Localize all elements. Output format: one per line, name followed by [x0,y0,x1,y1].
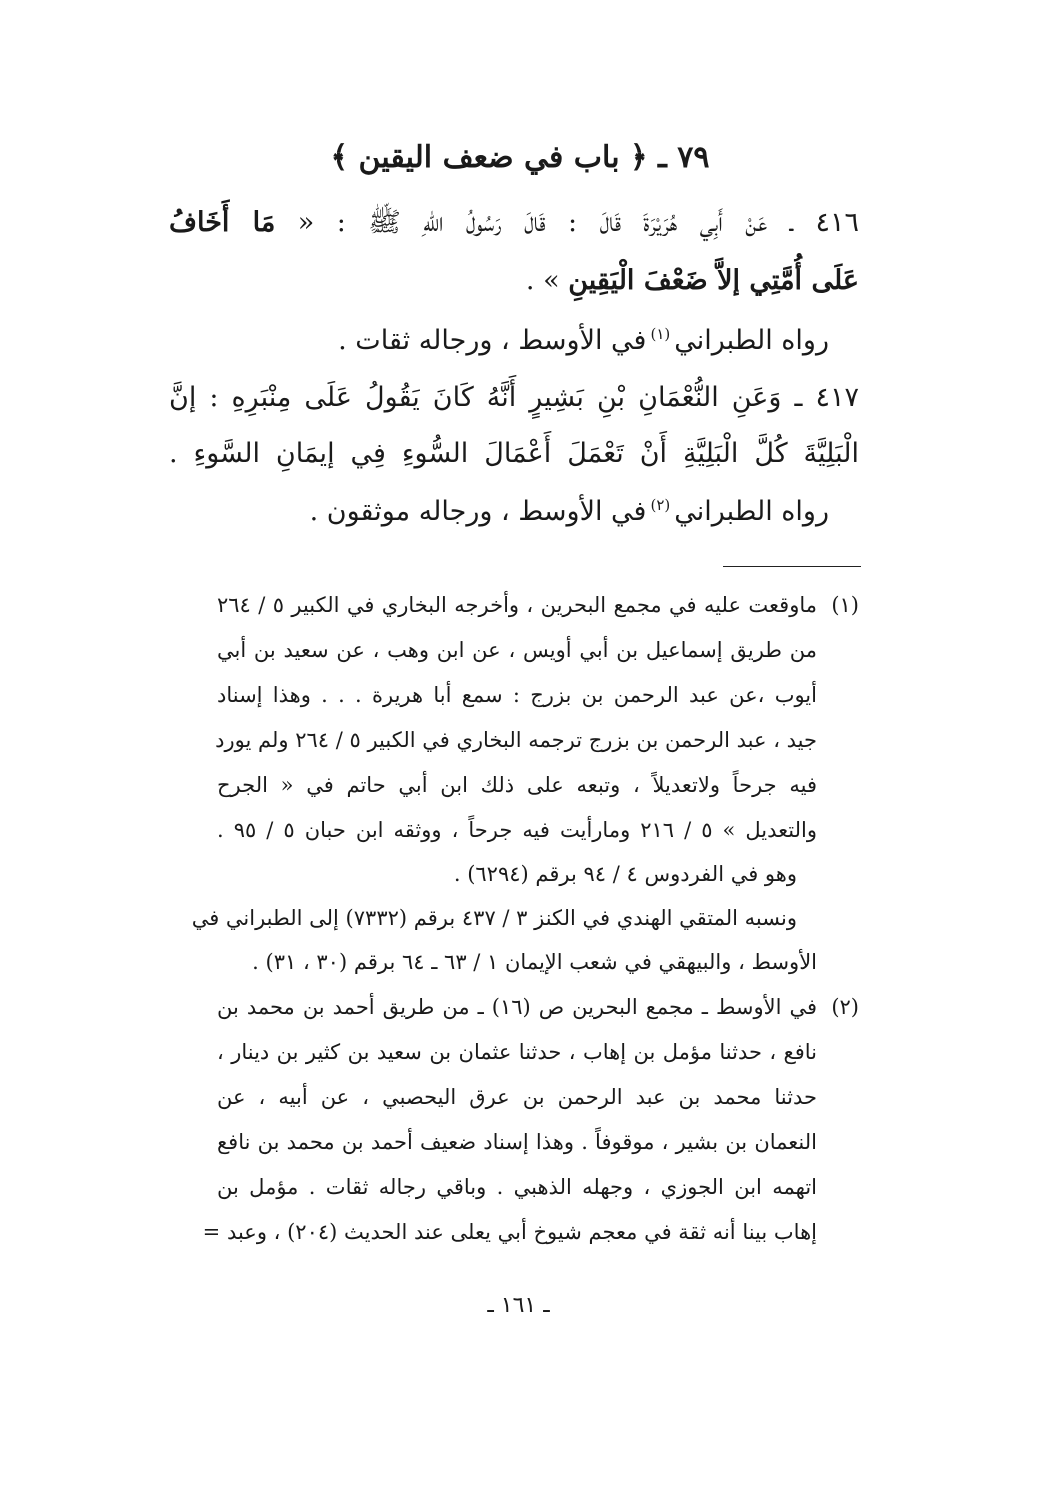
narration-1-before: رواه الطبراني [674,325,829,356]
footnote-1-line: أيوب ،عن عبد الرحمن بن بزرج : سمع أبا هريرة . . . وهذا إسناد [217,683,817,707]
hadith-416-line-2 [169,265,859,296]
footnote-ref-2[interactable]: (٢) [650,496,671,514]
footnote-1-line: الأوسط ، والبيهقي في شعب الإيمان ١ / ٦٣ ـ ٦٤ برقم (٣٠ ، ٣١) . [252,950,817,974]
footnote-2-line: اتهمه ابن الجوزي ، وجهله الذهبي . وباقي رجاله ثقات . مؤمل بن [217,1175,817,1199]
narration-1 [139,325,829,356]
hadith-417-line-1: ٤١٧ ـ وَعَنِ النُّعْمَانِ بْنِ بَشِيرٍ أَنَّهُ كَانَ يَقُولُ عَلَى مِنْبَرِهِ : إنَّ [169,382,859,413]
footnote-divider [723,566,861,567]
hadith-417-line-2: الْبَلِيَّةَ كُلَّ الْبَلِيَّةِ أَنْ تَعْمَلَ أَعْمَالَ السُّوءِ فِي إيمَانِ السَّوءِ . [169,438,859,469]
footnote-2-line: إهاب بينا أنه ثقة في معجم شيوخ أبي يعلى عند الحديث (٢٠٤) ، وعبد = [202,1220,817,1244]
page-number: ـ ١٦١ ـ [487,1293,550,1318]
footnote-2-number: (٢) [831,995,859,1019]
footnote-1-line: ونسبه المتقي الهندي في الكنز ٣ / ٤٣٧ برقم (٧٣٣٢) إلى الطبراني في [191,906,797,930]
footnote-2-line: نافع ، حدثنا مؤمل بن إهاب ، حدثنا عثمان بن سعيد بن كثير بن دينار ، [217,1040,817,1064]
narration-2-after: في الأوسط ، ورجاله موثقون . [309,496,647,527]
hadith-416-intro: ٤١٦ ـ عَنْ أَبِي هُرَيْرَةَ قَالَ : قَالَ رَسُولُ اللهِ ﷺ : « [297,207,859,238]
hadith-416-close: » . [525,265,560,296]
narration-1-after: في الأوسط ، ورجاله ثقات . [338,325,647,356]
footnote-1-line: ماوقعت عليه في مجمع البحرين ، وأخرجه البخاري في الكبير ٥ / ٢٦٤ [217,593,817,617]
hadith-416-quote-start: مَا أَخَافُ [169,207,276,238]
footnote-1-number: (١) [831,593,859,617]
footnote-ref-1[interactable]: (١) [650,325,671,343]
hadith-416-line-1 [169,205,859,245]
footnote-1-line: وهو في الفردوس ٤ / ٩٤ برقم (٦٢٩٤) . [453,862,797,886]
footnote-2-line: حدثنا محمد بن عبد الرحمن بن عرق اليحصبي ، عن أبيه ، عن [217,1085,817,1109]
footnote-1-line: فيه جرحاً ولاتعديلاً ، وتبعه على ذلك ابن أبي حاتم في « الجرح [217,773,817,797]
hadith-416-quote-end: عَلَى أُمَّتِي إلاَّ ضَعْفَ الْيَقِينِ [568,265,859,296]
narration-2 [139,496,829,527]
chapter-heading: ٧٩ ـ ﴿ باب في ضعف اليقين ﴾ [330,140,710,175]
narration-2-before: رواه الطبراني [674,496,829,527]
footnote-1-line: والتعديل » ٥ / ٢١٦ ومارأيت فيه جرحاً ، ووثقه ابن حبان ٥ / ٩٥ . [217,818,817,842]
footnote-1-line: من طريق إسماعيل بن أبي أويس ، عن ابن وهب ، عن سعيد بن أبي [217,638,817,662]
footnote-1-line: جيد ، عبد الرحمن بن بزرج ترجمه البخاري في الكبير ٥ / ٢٦٤ ولم يورد [215,728,817,752]
footnote-2-line: النعمان بن بشير ، موقوفاً . وهذا إسناد ضعيف أحمد بن محمد بن نافع [217,1130,817,1154]
footnote-2-line: في الأوسط ـ مجمع البحرين ص (١٦) ـ من طريق أحمد بن محمد بن [217,995,817,1019]
